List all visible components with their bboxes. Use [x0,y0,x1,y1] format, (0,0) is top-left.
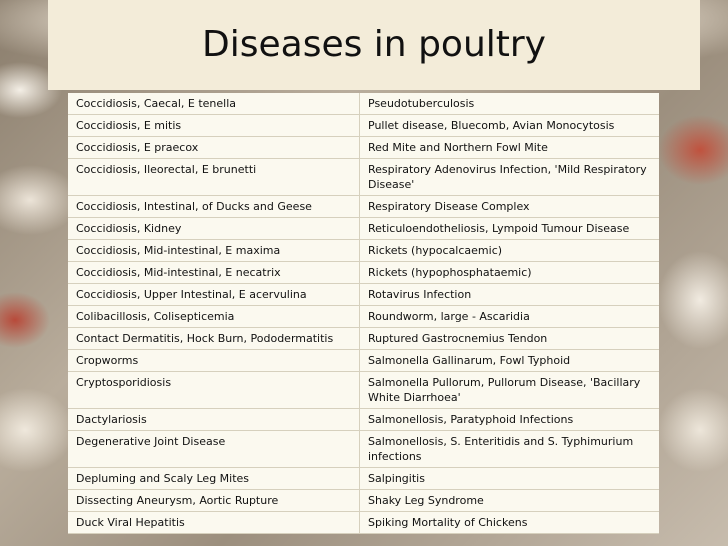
disease-cell-left: Contact Dermatitis, Hock Burn, Pododermatitis [68,328,360,350]
table-row [68,490,659,512]
table-row [68,350,659,372]
table-row [68,512,659,534]
disease-cell-right: Rickets (hypophosphataemic) [360,262,660,284]
disease-cell-left: Coccidiosis, Upper Intestinal, E acervulina [68,284,360,306]
table-row [68,306,659,328]
disease-cell-left: Duck Viral Hepatitis [68,512,360,534]
disease-cell-right: Respiratory Disease Complex [360,196,660,218]
table-row [68,159,659,196]
table-row [68,431,659,468]
table-row [68,372,659,409]
disease-cell-left: Coccidiosis, Intestinal, of Ducks and Geese [68,196,360,218]
disease-cell-left: Cropworms [68,350,360,372]
disease-cell-left: Coccidiosis, E mitis [68,115,360,137]
disease-cell-left: Coccidiosis, E praecox [68,137,360,159]
disease-cell-right: Salmonellosis, S. Enteritidis and S. Typhimurium infections [360,431,660,468]
disease-cell-left: Degenerative Joint Disease [68,431,360,468]
disease-cell-right: Ruptured Gastrocnemius Tendon [360,328,660,350]
table-row [68,468,659,490]
disease-cell-right: Respiratory Adenovirus Infection, 'Mild Respiratory Disease' [360,159,660,196]
disease-cell-left: Coccidiosis, Kidney [68,218,360,240]
disease-table [68,93,658,534]
disease-cell-left: Dactylariosis [68,409,360,431]
disease-cell-left: Cryptosporidiosis [68,372,360,409]
disease-cell-right: Reticuloendotheliosis, Lympoid Tumour Disease [360,218,660,240]
table-row [68,218,659,240]
disease-table-body [68,93,659,534]
disease-table-grid [68,93,659,534]
disease-cell-left: Coccidiosis, Caecal, E tenella [68,93,360,115]
disease-cell-right: Salpingitis [360,468,660,490]
disease-cell-right: Rotavirus Infection [360,284,660,306]
slide-title: Diseases in poultry [202,24,546,65]
table-row [68,93,659,115]
title-banner [48,0,700,90]
table-row [68,240,659,262]
disease-cell-right: Red Mite and Northern Fowl Mite [360,137,660,159]
disease-cell-right: Salmonella Gallinarum, Fowl Typhoid [360,350,660,372]
disease-cell-right: Pseudotuberculosis [360,93,660,115]
disease-cell-right: Salmonellosis, Paratyphoid Infections [360,409,660,431]
disease-cell-right: Spiking Mortality of Chickens [360,512,660,534]
disease-cell-right: Rickets (hypocalcaemic) [360,240,660,262]
disease-cell-left: Coccidiosis, Mid-intestinal, E maxima [68,240,360,262]
table-row [68,137,659,159]
disease-cell-right: Salmonella Pullorum, Pullorum Disease, 'Bacillary White Diarrhoea' [360,372,660,409]
disease-cell-right: Pullet disease, Bluecomb, Avian Monocytosis [360,115,660,137]
table-row [68,115,659,137]
disease-cell-right: Shaky Leg Syndrome [360,490,660,512]
table-row [68,262,659,284]
table-row [68,409,659,431]
table-row [68,196,659,218]
table-row [68,284,659,306]
table-row [68,328,659,350]
disease-cell-left: Dissecting Aneurysm, Aortic Rupture [68,490,360,512]
disease-cell-left: Coccidiosis, Mid-intestinal, E necatrix [68,262,360,284]
disease-cell-left: Colibacillosis, Colisepticemia [68,306,360,328]
disease-cell-left: Coccidiosis, Ileorectal, E brunetti [68,159,360,196]
disease-cell-left: Depluming and Scaly Leg Mites [68,468,360,490]
disease-cell-right: Roundworm, large - Ascaridia [360,306,660,328]
